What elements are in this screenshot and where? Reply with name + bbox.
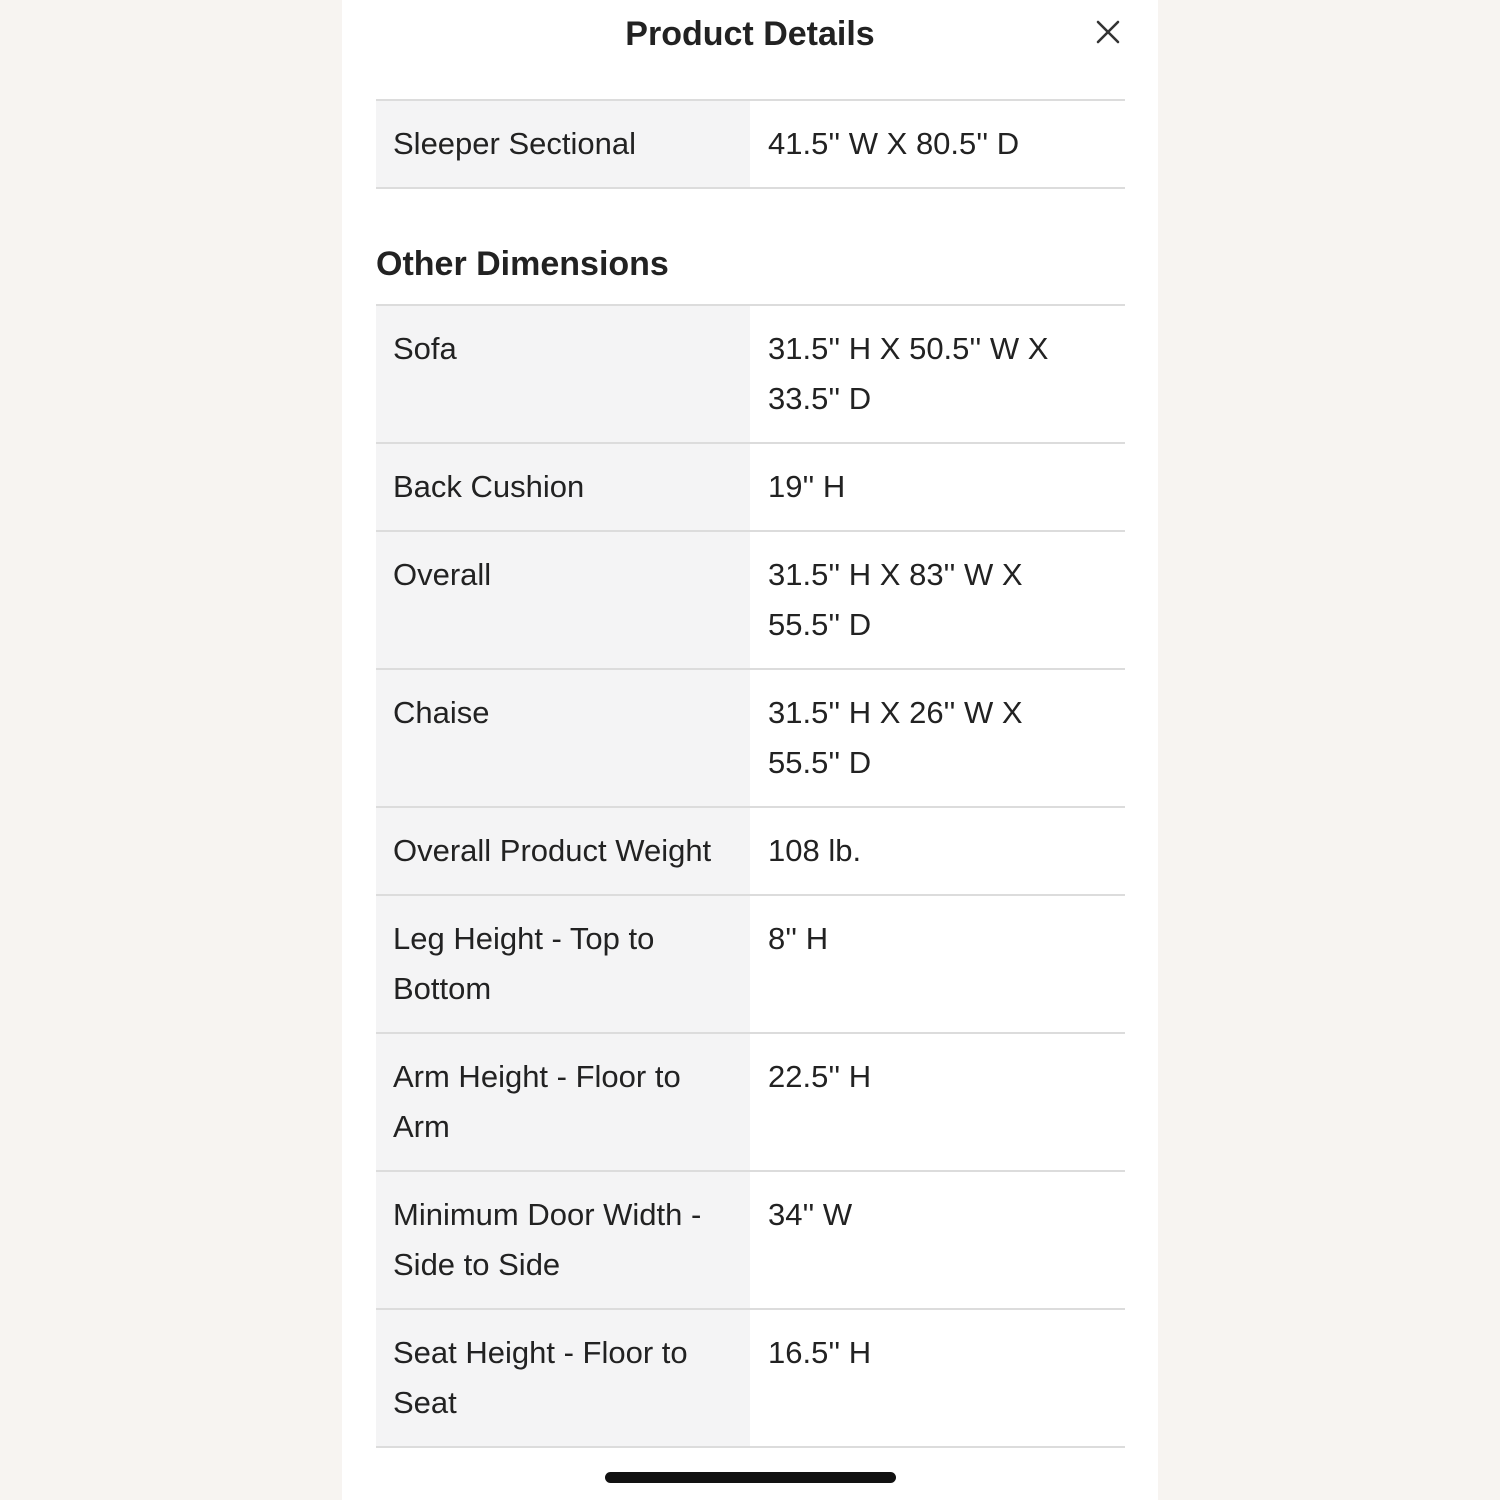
modal-title: Product Details (625, 15, 875, 53)
home-indicator[interactable] (605, 1472, 896, 1483)
dimension-value: 41.5'' W X 80.5'' D (750, 100, 1125, 188)
dimension-label: Overall (376, 531, 750, 669)
table-row (376, 305, 1125, 443)
main-dimensions-table (376, 99, 1125, 189)
other-dimensions-table (376, 304, 1125, 1448)
table-row (376, 1309, 1125, 1447)
dimension-value: 22.5'' H (750, 1033, 1125, 1171)
dimension-label: Sofa (376, 305, 750, 443)
close-button[interactable] (1088, 12, 1128, 52)
dimension-value: 19'' H (750, 443, 1125, 531)
dimension-value: 31.5'' H X 26'' W X 55.5'' D (750, 669, 1125, 807)
dimension-label: Leg Height - Top to Bottom (376, 895, 750, 1033)
table-row (376, 443, 1125, 531)
table-row (376, 895, 1125, 1033)
table-row (376, 669, 1125, 807)
dimension-value: 16.5'' H (750, 1309, 1125, 1447)
dimension-label: Chaise (376, 669, 750, 807)
table-row (376, 807, 1125, 895)
table-row (376, 100, 1125, 188)
product-details-modal (342, 0, 1158, 1500)
close-icon (1088, 12, 1128, 52)
section-heading-other-dimensions: Other Dimensions (376, 245, 669, 283)
dimension-label: Arm Height - Floor to Arm (376, 1033, 750, 1171)
table-row (376, 531, 1125, 669)
dimension-label: Seat Height - Floor to Seat (376, 1309, 750, 1447)
dimension-value: 31.5'' H X 83'' W X 55.5'' D (750, 531, 1125, 669)
dimension-value: 108 lb. (750, 807, 1125, 895)
dimension-label: Minimum Door Width - Side to Side (376, 1171, 750, 1309)
dimension-label: Sleeper Sectional (376, 100, 750, 188)
dimension-value: 31.5'' H X 50.5'' W X 33.5'' D (750, 305, 1125, 443)
dimension-value: 8'' H (750, 895, 1125, 1033)
dimension-label: Overall Product Weight (376, 807, 750, 895)
dimension-label: Back Cushion (376, 443, 750, 531)
dimension-value: 34'' W (750, 1171, 1125, 1309)
table-row (376, 1171, 1125, 1309)
table-row (376, 1033, 1125, 1171)
